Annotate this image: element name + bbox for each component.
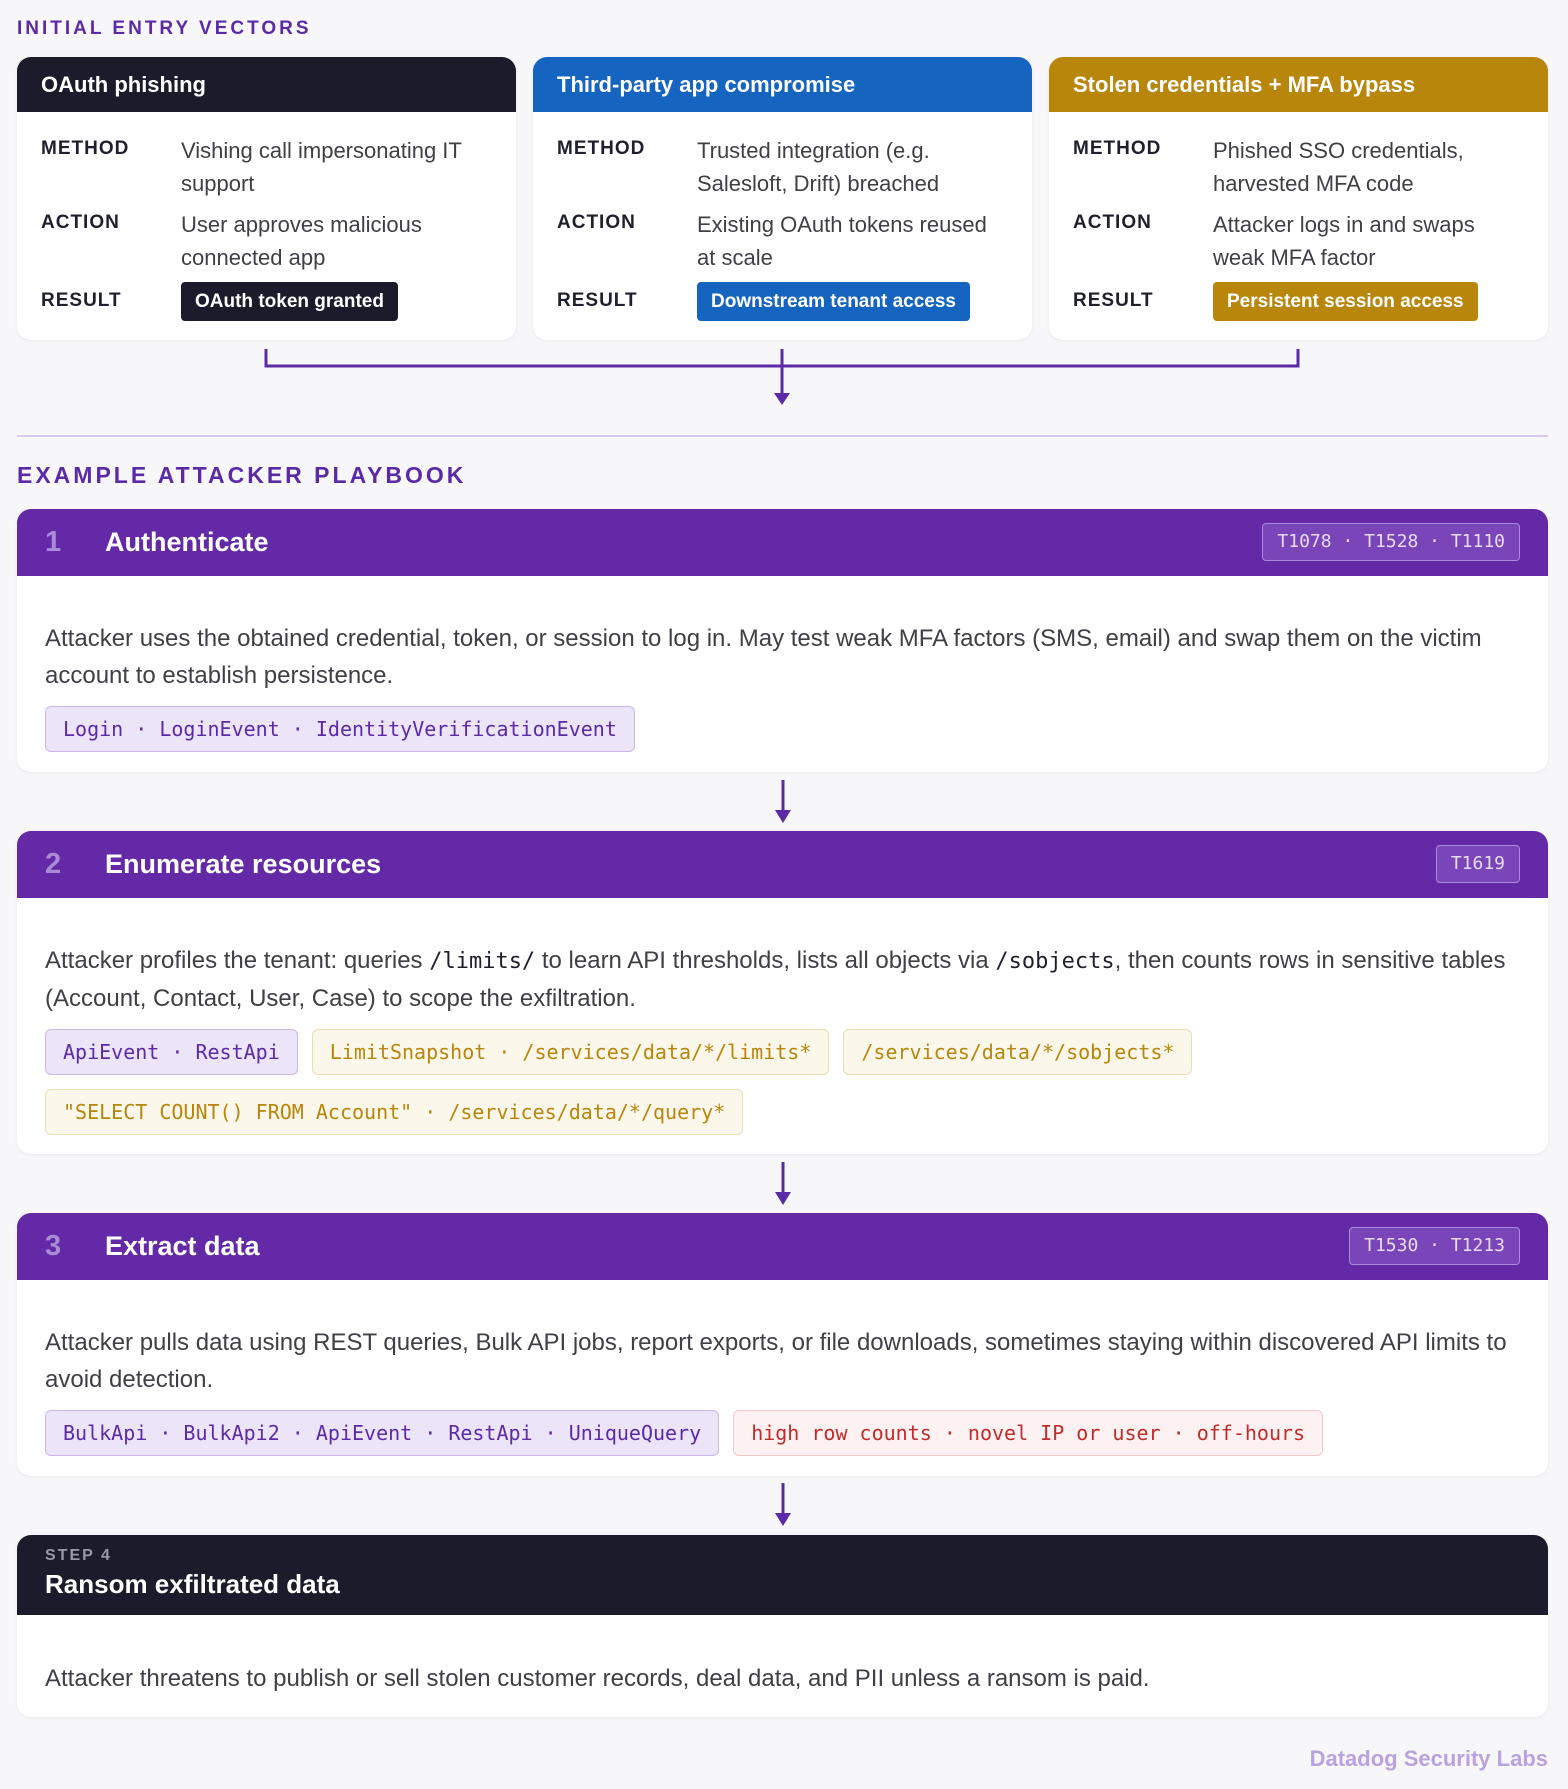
playbook-heading: EXAMPLE ATTACKER PLAYBOOK <box>17 462 467 488</box>
entry-card-stolen-credentials <box>1049 57 1548 340</box>
footer-credit: Datadog Security Labs <box>1309 1746 1548 1771</box>
step-description: Attacker profiles the tenant: queries /limits/ to learn API thresholds, lists all objects via /sobjects, then counts rows in sensitive tables (Account, Contact, User, Case) to scope the exfiltration. <box>45 947 1506 1012</box>
step-arrow <box>775 1483 791 1529</box>
log-source-chip: Login · LoginEvent · IdentityVerificationEvent <box>45 706 635 752</box>
step-title: Enumerate resources <box>105 849 382 879</box>
step-title: Authenticate <box>105 527 269 557</box>
entry-card-title: Stolen credentials + MFA bypass <box>1049 57 1548 112</box>
step-title: Ransom exfiltrated data <box>45 1569 340 1599</box>
technique-ids-badge: T1530 · T1213 <box>1349 1227 1520 1265</box>
arrow-down-icon <box>774 393 790 405</box>
arrow-down-icon <box>775 1513 791 1526</box>
entry-card-title: OAuth phishing <box>17 57 516 112</box>
log-source-chip: BulkApi · BulkApi2 · ApiEvent · RestApi · UniqueQuery <box>45 1410 719 1456</box>
step-number: 2 <box>45 848 62 880</box>
detection-signal-chip: high row counts · novel IP or user · off-hours <box>733 1410 1323 1456</box>
step-header <box>17 509 1548 576</box>
playbook-step-1 <box>17 509 1548 772</box>
method-value: Phished SSO credentials, harvested MFA code <box>1213 138 1464 196</box>
result-key: RESULT <box>1073 290 1154 311</box>
step-number: 1 <box>45 526 62 558</box>
result-badge: Downstream tenant access <box>697 282 970 321</box>
entry-vectors-heading: INITIAL ENTRY VECTORS <box>17 18 312 39</box>
arrow-down-icon <box>775 810 791 823</box>
step-description: Attacker pulls data using REST queries, Bulk API jobs, report exports, or file downloads, sometimes staying within discovered API limits to avoid detection. <box>45 1329 1507 1393</box>
technique-ids-badge: T1078 · T1528 · T1110 <box>1262 523 1520 561</box>
entry-card-title: Third-party app compromise <box>533 57 1032 112</box>
action-key: ACTION <box>41 212 120 233</box>
step-title: Extract data <box>105 1231 260 1261</box>
step-description: Attacker threatens to publish or sell stolen customer records, deal data, and PII unless a ransom is paid. <box>45 1665 1150 1692</box>
section-divider <box>17 435 1548 437</box>
action-value: Existing OAuth tokens reused at scale <box>697 212 987 270</box>
action-value: Attacker logs in and swaps weak MFA factor <box>1213 212 1475 270</box>
step-arrow <box>775 780 791 826</box>
playbook-step-2 <box>17 831 1548 1154</box>
action-key: ACTION <box>557 212 636 233</box>
entry-card-oauth-phishing <box>17 57 516 340</box>
method-key: METHOD <box>1073 138 1162 159</box>
step-number: 3 <box>45 1230 62 1262</box>
method-key: METHOD <box>41 138 130 159</box>
technique-ids-badge: T1619 <box>1436 845 1520 883</box>
playbook-step-3 <box>17 1213 1548 1476</box>
query-chip: "SELECT COUNT() FROM Account" · /services/data/*/query* <box>45 1089 743 1135</box>
method-value: Trusted integration (e.g. Salesloft, Drift) breached <box>697 138 940 196</box>
step-header <box>17 1213 1548 1280</box>
step-header <box>17 831 1548 898</box>
step-description: Attacker uses the obtained credential, token, or session to log in. May test weak MFA factors (SMS, email) and swap them on the victim account to establish persistence. <box>45 625 1482 689</box>
log-source-chip: ApiEvent · RestApi <box>45 1029 298 1075</box>
result-badge: Persistent session access <box>1213 282 1478 321</box>
arrow-down-icon <box>775 1192 791 1205</box>
step-label: STEP 4 <box>45 1547 112 1564</box>
playbook-step-4 <box>17 1535 1548 1717</box>
method-key: METHOD <box>557 138 646 159</box>
result-key: RESULT <box>41 290 122 311</box>
result-badge: OAuth token granted <box>181 282 398 321</box>
entry-card-third-party-app <box>533 57 1032 340</box>
step-arrow <box>775 1162 791 1208</box>
endpoint-chip: LimitSnapshot · /services/data/*/limits* <box>312 1029 830 1075</box>
endpoint-chip: /services/data/*/sobjects* <box>843 1029 1192 1075</box>
step-header <box>17 1535 1548 1615</box>
result-key: RESULT <box>557 290 638 311</box>
action-value: User approves malicious connected app <box>181 212 422 270</box>
method-value: Vishing call impersonating IT support <box>181 138 462 196</box>
action-key: ACTION <box>1073 212 1152 233</box>
merge-connector <box>0 340 1568 410</box>
